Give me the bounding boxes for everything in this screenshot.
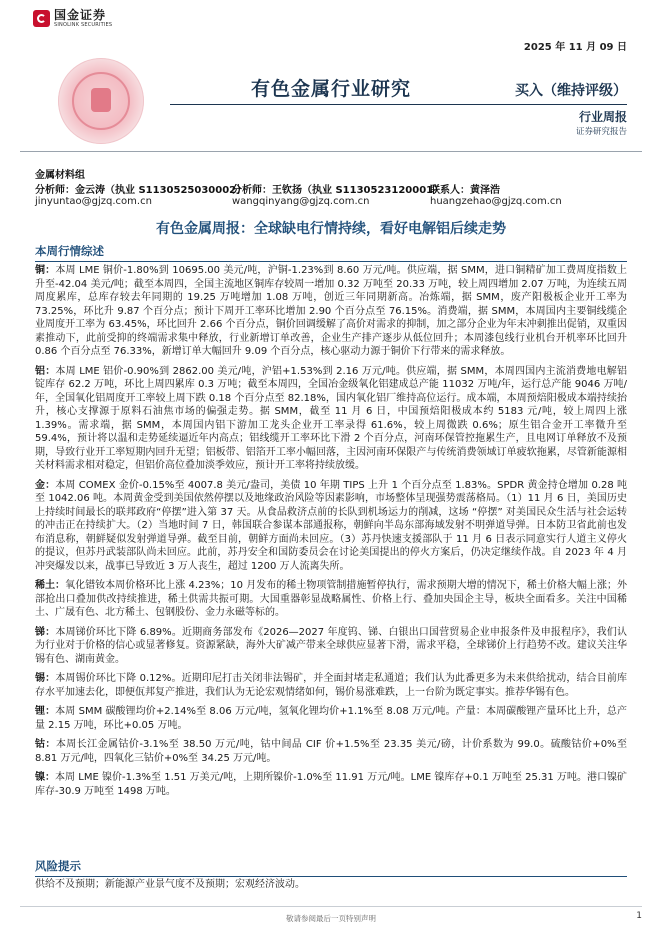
paragraph-label: 铝： [35, 365, 56, 377]
paragraph-text: 本周 LME 镍价-1.3%至 1.51 万美元/吨，上期所镍价-1.0%至 11.91 万元/吨。LME 镍库存+0.1 万吨至 25.31 万吨。港口镍矿库存-30.9 万吨至 1498 万吨。 [35, 772, 627, 797]
report-title: 有色金属行业研究 [250, 78, 411, 100]
paragraph-label: 稀土： [35, 580, 66, 591]
paragraph-nickel [35, 771, 627, 798]
seal-stamp-icon [58, 58, 144, 144]
paragraph-antimony [35, 626, 627, 667]
company-logo [33, 9, 112, 28]
page-number: 1 [636, 911, 642, 921]
paragraph-text: 本周 LME 铜价-1.80%到 10695.00 美元/吨，沪铜-1.23%到 8.60 万元/吨。供应端，据 SMM，进口铜精矿加工费周度指数上升至-42.04 美元/吨；截至本周四，全国主流地区铜库存较周一增加 0.32 万吨至 20.33 万吨，较上周四增加 2.07 万吨，为连续五周周度累库，总库存较去年同期的 19.25 万吨增加 1.08 万吨，创近三年同期新高。冶炼端，据 SMM，废产阳极板企业开工率为 73.25%，环比升 9.87 个百分点；预计下周开工率环比增加 2.90 个百分点至 76.15%。消费端，据 SMM，本周国内主要铜线缆企业周度开工率为 63.45%，环比回升 2.66 个百分点，铜价回调缓解了高价对需求的抑制，加之部分企业为年末冲刺推出促销，双重因素推动下，此前受抑的终端需求集中释放，行业新增订单改善，企业生产排产逐步从低位回升；本周漆包线行业机台开机率环比回升 0.86 个百分点至 76.33%，新增订单大幅回升 9.09 个百分点，核心驱动力源于铜价下行带来的需求释放。 [35, 265, 627, 357]
footer-rule [20, 906, 642, 907]
paragraph-rare-earth [35, 579, 627, 620]
paragraph-tin [35, 672, 627, 699]
paragraph-label: 金： [35, 479, 56, 491]
risk-heading: 风险提示 [35, 858, 627, 877]
analyst-1-email[interactable]: jinyuntao@gjzq.com.cn [35, 196, 152, 207]
summary-heading: 本周行情综述 [35, 243, 627, 262]
sinolink-logo-icon [33, 10, 50, 27]
contact-email[interactable]: huangzehao@gjzq.com.cn [430, 196, 562, 207]
paragraph-copper [35, 264, 627, 359]
analyst-2: 分析师：王钦扬（执业 S1130523120001） [232, 185, 444, 196]
logo-name-en: SINOLINK SECURITIES [54, 22, 113, 28]
report-type: 行业周报 [578, 110, 627, 124]
paragraph-cobalt [35, 738, 627, 765]
contact-person: 联系人：黄泽浩 [430, 185, 500, 196]
paragraph-label: 镍： [35, 772, 56, 783]
paragraph-text: 本周锑价环比下降 6.89%。近期商务部发布《2026—2027 年度钨、锑、白银出口国营贸易企业申报条件及申报程序》，我们认为行业对于价格的信心或显著修复。资源紧缺，海外大矿减产带来全球供应显著下滑，需求平稳，全球锑价上行趋势不改。建议关注华锡有色、湖南黄金。 [35, 626, 627, 665]
footer-disclaimer: 敬请参阅最后一页特别声明 [286, 914, 376, 923]
paragraph-label: 铜： [35, 265, 56, 276]
paragraph-label: 锂： [35, 706, 56, 717]
paragraph-aluminum [35, 365, 627, 473]
risk-text: 供给不及预期；新能源产业景气度不及预期；宏观经济波动。 [35, 879, 305, 890]
paragraph-text: 本周锡价环比下降 0.12%。近期印尼打击关闭非法锡矿，并全面封堵走私通道；我们认为此番更多为未来供给扰动，结合目前库存水平加速去化，即便佤邦复产推进，我们认为无论宏观情绪如何，锡价易涨难跌，上一台阶为既定事实。推荐华锡有色。 [35, 673, 627, 698]
analyst-2-email[interactable]: wangqinyang@gjzq.com.cn [232, 196, 370, 207]
paragraph-text: 氧化镨钕本周价格环比上涨 4.23%；10 月发布的稀土物项管制措施暂停执行，需求预期大增的情况下，稀土价格大幅上涨；外部抢出口叠加供改持续推进，稀土供需共振可期。大国重器彰显战略属性、价格上行、叠加央国企主导，板块全面看多。关注中国稀土、广晟有色、北方稀土、包钢股份、金力永磁等标的。 [35, 580, 627, 618]
rating-badge: 买入（维持评级） [515, 83, 627, 99]
paragraph-label: 锑： [35, 626, 56, 638]
paragraph-text: 本周长江金属钴价-3.1%至 38.50 万元/吨，钴中间品 CIF 价+1.5%至 23.35 美元/磅，计价系数为 99.0。硫酸钴价+0%至 8.81 万元/吨，四氧化三钴价+0%至 34.25 万元/吨。 [35, 739, 627, 764]
paragraph-text: 本周 SMM 碳酸锂均价+2.14%至 8.06 万元/吨，氢氧化锂均价+1.1%至 8.08 万元/吨。产量：本周碳酸锂产量环比上升，总产量 2.15 万吨，环比+0.05 万吨。 [35, 706, 627, 731]
paragraph-label: 钴： [35, 739, 56, 750]
report-headline: 有色金属周报：全球缺电行情持续，看好电解铝后续走势 [156, 221, 506, 237]
report-category: 证券研究报告 [575, 127, 627, 137]
paragraph-gold [35, 479, 627, 574]
paragraph-text: 本周 LME 铝价-0.90%到 2862.00 美元/吨，沪铝+1.53%到 2.16 万元/吨。供应端，据 SMM，本周四国内主流消费地电解铝锭库存 62.2 万吨，环比上周四累库 0.3 万吨；截至本周四，全国冶金级氧化铝建成总产能 11032 万吨/年，运行总产能 9046 万吨/年，全国氧化铝周度开工率较上周下跌 0.18 个百分点至 82.18%，国内氧化铝厂维持高位运行。成本端，本周预焙阳极成本端持续抬升，核心支撑源于原料石油焦市场的偏强走势。据 SMM，截至 11 月 6 日，中国预焙阳极成本约 5183 元/吨，较上周四上涨 1.39%。需求端，据 SMM，本周国内铝下游加工龙头企业开工率录得 61.6%，较上周微跌 0.6%；原生铝合金开工率微升至 59.4%，预计将以温和走势延续逼近年内高点；铝线缆开工率环比下滑 2 个百分点，河南环保管控拖累生产，且电网订单释放不及预期，导致行业开工率短期内回升无望；铝板带、铝箔开工率小幅回落，主因河南环保限产与传统消费领域订单疲软拖累，尽管新能源相关材料需求相对稳定，但铝价高位叠加淡季效应，预计开工率将持续放缓。 [35, 365, 627, 471]
paragraph-text: 本周 COMEX 金价-0.15%至 4007.8 美元/盎司，美债 10 年期 TIPS 上升 1 个百分点至 1.83%。SPDR 黄金持仓增加 0.28 吨至 1042.06 吨。本周黄金受到美国依然停摆以及地缘政治风险等因素影响，市场整体呈现强势震荡格局。（1）11 月 6 日，美国历史上持续时间最长的联邦政府“停摆”进入第 37 天。从食品救济点前的长队到机场运力的削减，这场 “停摆” 对美国民众生活与社会运转的冲击正在持续扩大。（2）当地时间 7 日，韩国联合参谋本部通报称，朝鲜向半岛东部海域发射不明弹道导弹。日本防卫省此前也发布消息称，朝鲜疑似发射弹道导弹。截至目前，朝鲜方面尚未回应。（3）苏丹快速支援部队于 11 月 6 日表示同意实行人道主义停火的提议，但苏丹武装部队尚未回应。此前，苏丹安全和国防委员会在讨论美国提出的停火方案后，仍决定继续作战。自 2023 年 4 月冲突爆发以来，战事已导致近 3 万人丧生，超过 1200 万人流离失所。 [35, 479, 627, 572]
report-date: 2025 年 11 月 09 日 [523, 42, 627, 53]
team-name: 金属材料组 [35, 170, 85, 181]
summary-body [35, 264, 627, 854]
analyst-1: 分析师：金云涛（执业 S1130525030002） [35, 185, 247, 196]
paragraph-label: 锡： [35, 673, 56, 684]
header-rule [170, 104, 627, 105]
logo-name-cn: 国金证券 [54, 8, 107, 22]
paragraph-lithium [35, 705, 627, 732]
header-divider [20, 151, 642, 152]
